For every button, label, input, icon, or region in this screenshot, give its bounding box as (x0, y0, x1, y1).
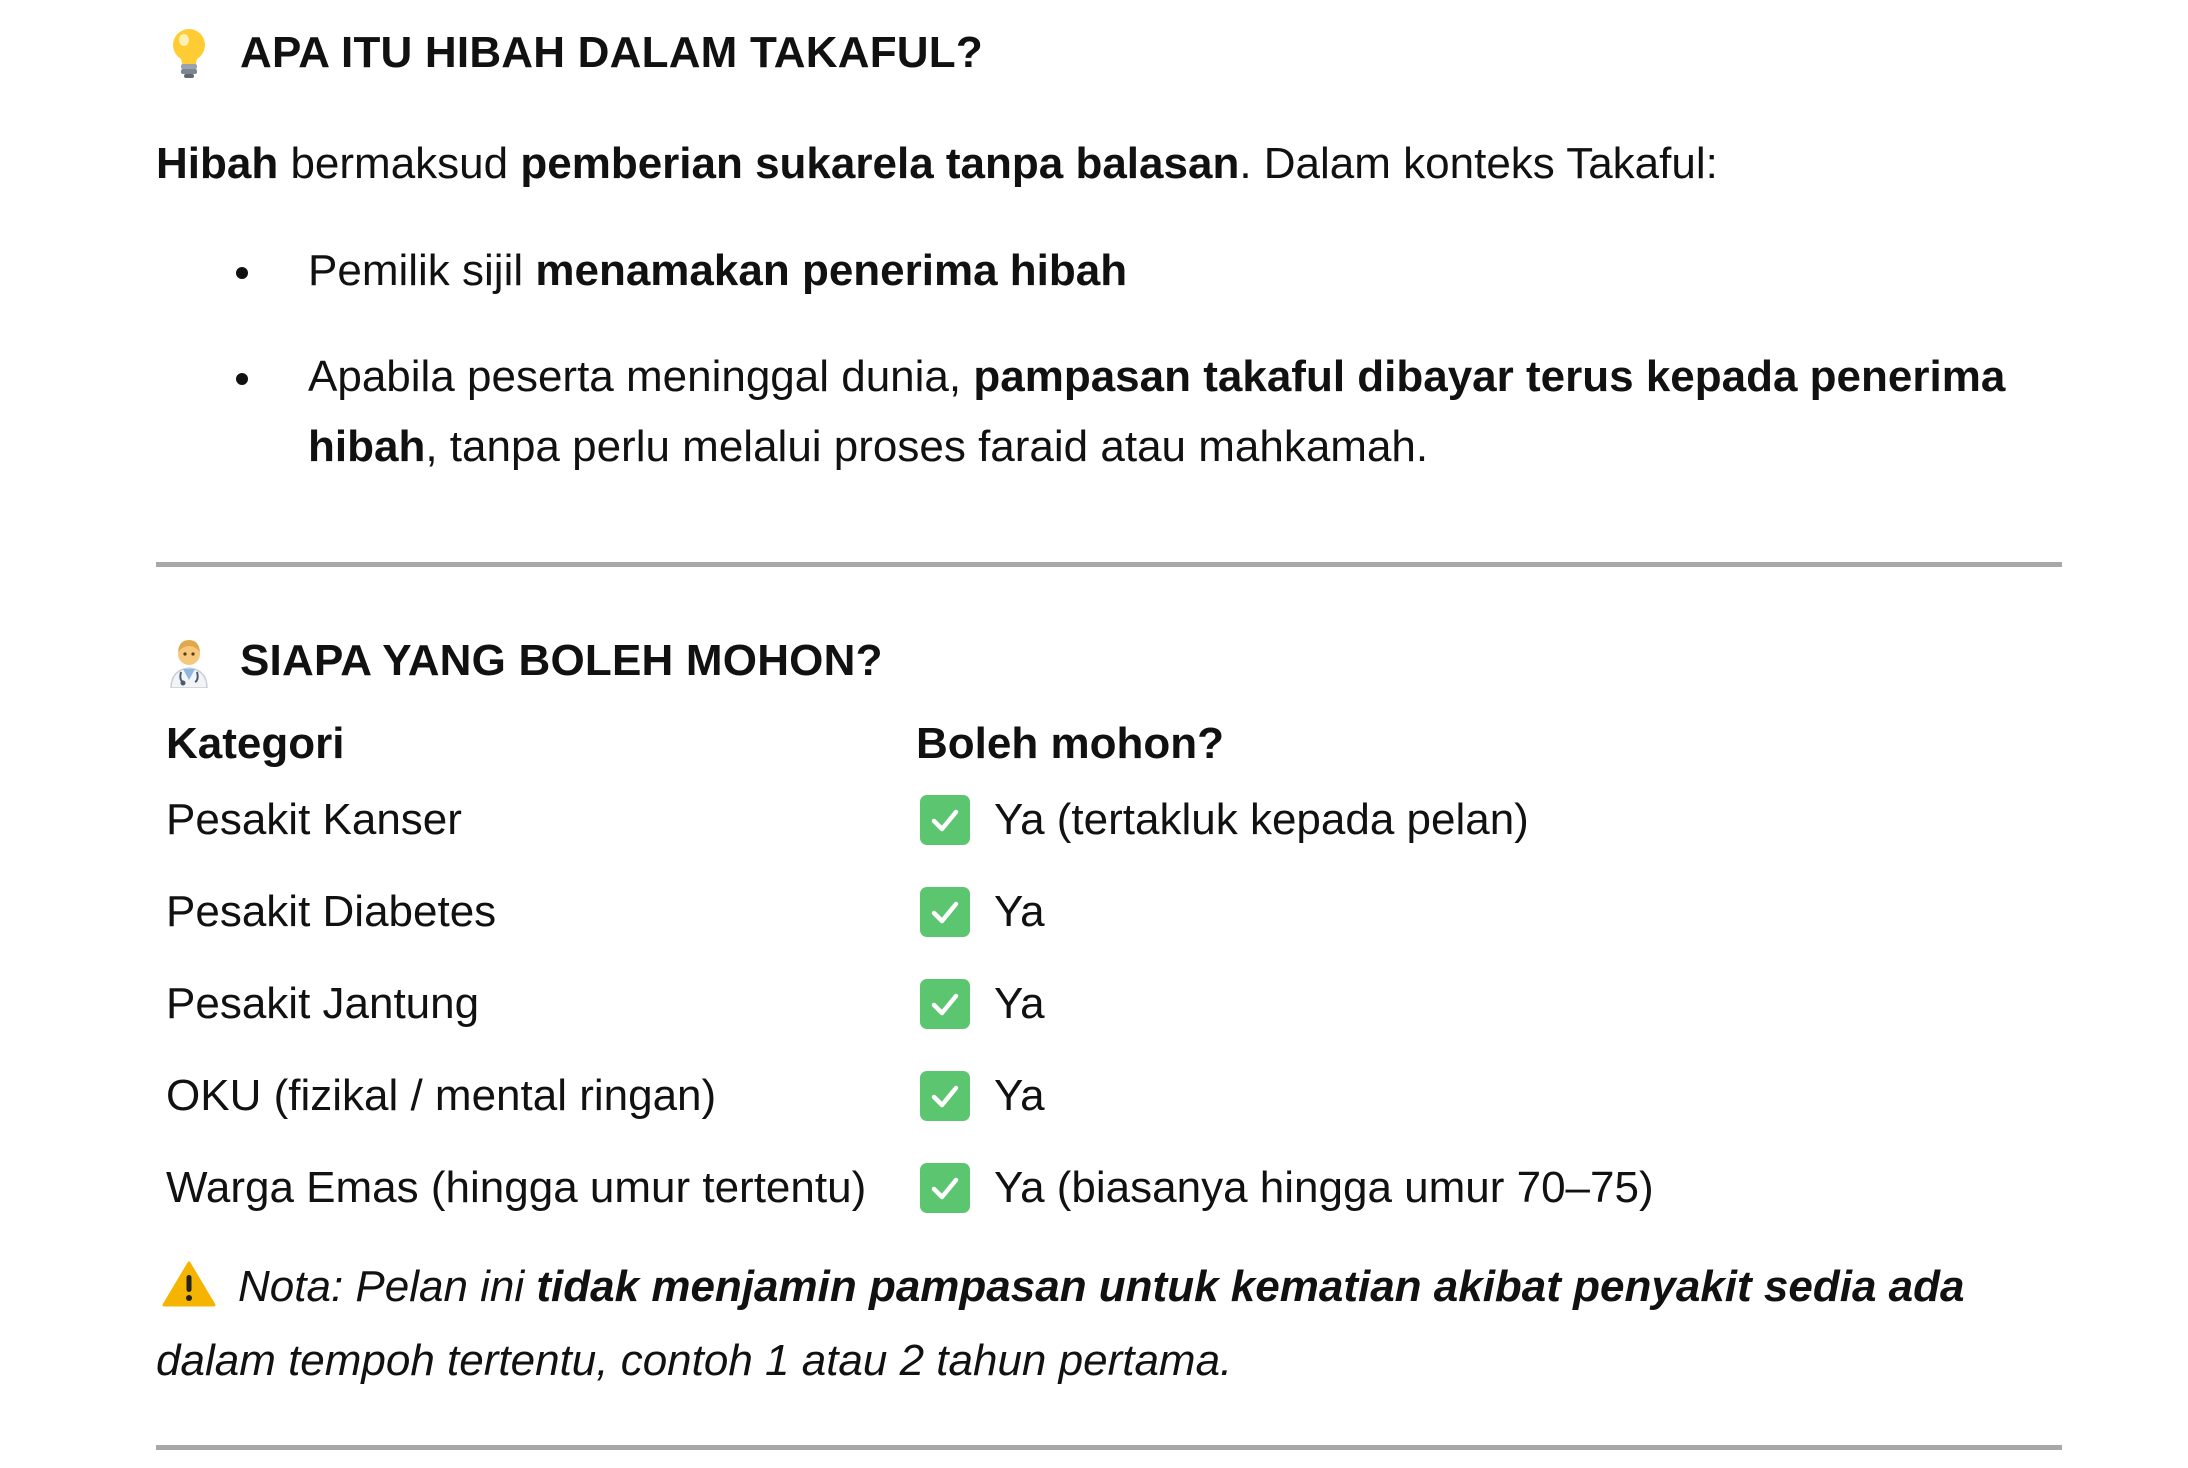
answer-cell (916, 1163, 1654, 1213)
table-row (166, 1142, 2046, 1234)
table-row (166, 866, 2046, 958)
table-row (166, 774, 2046, 866)
answer-text: Ya (biasanya hingga umur 70–75) (994, 1163, 1654, 1212)
term-hibah: Hibah (156, 139, 279, 188)
horizontal-divider (156, 1445, 2062, 1450)
answer-text: Ya (994, 887, 1045, 936)
answer-text: Ya (994, 1071, 1045, 1120)
note-text: Nota: Pelan ini (238, 1262, 537, 1311)
bullet-text: Apabila peserta meninggal dunia, (308, 352, 974, 401)
list-item (156, 236, 2062, 306)
health-worker-icon (162, 634, 216, 688)
category-cell: Pesakit Diabetes (166, 887, 497, 936)
note-bold-text: tidak menjamin pampasan untuk kematian akibat penyakit sedia ada (536, 1262, 1965, 1311)
bullet-bold-text: menamakan penerima hibah (535, 246, 1128, 295)
answer-text: Ya (tertakluk kepada pelan) (994, 795, 1529, 844)
category-cell: Pesakit Jantung (166, 979, 480, 1028)
intro-paragraph (156, 134, 1718, 194)
horizontal-divider (156, 562, 2062, 567)
answer-cell (916, 887, 1045, 937)
bullet-dot (236, 267, 248, 279)
note-text-end: dalam tempoh tertentu, contoh 1 atau 2 tahun pertama. (156, 1336, 1233, 1385)
table-row (166, 1050, 2046, 1142)
table-row (166, 958, 2046, 1050)
category-cell: OKU (fizikal / mental ringan) (166, 1071, 717, 1120)
check-mark-icon (920, 1071, 970, 1121)
category-cell: Warga Emas (hingga umur tertentu) (166, 1163, 867, 1212)
check-mark-icon (920, 979, 970, 1029)
list-item (156, 342, 2062, 482)
note-paragraph (156, 1250, 2062, 1398)
warning-icon (162, 1256, 216, 1302)
light-bulb-icon (162, 26, 216, 80)
bullet-text: Pemilik sijil (308, 246, 536, 295)
check-mark-icon (920, 1163, 970, 1213)
answer-text: Ya (994, 979, 1045, 1028)
bullet-text-end: , tanpa perlu melalui proses faraid atau mahkamah. (425, 422, 1429, 471)
check-mark-icon (920, 795, 970, 845)
answer-cell (916, 979, 1045, 1029)
bullet-list (156, 236, 2062, 482)
table-header-row (166, 714, 2046, 774)
intro-text: bermaksud (278, 139, 521, 188)
section-heading-eligibility (156, 634, 883, 688)
answer-cell (916, 1071, 1045, 1121)
section-title: SIAPA YANG BOLEH MOHON? (240, 636, 883, 685)
column-header-boleh-mohon: Boleh mohon? (916, 719, 1224, 768)
eligibility-table (166, 714, 2046, 1234)
intro-text-end: . Dalam konteks Takaful: (1239, 139, 1718, 188)
section-title: APA ITU HIBAH DALAM TAKAFUL? (240, 28, 983, 77)
category-cell: Pesakit Kanser (166, 795, 462, 844)
check-mark-icon (920, 887, 970, 937)
section-heading-hibah (156, 26, 983, 80)
column-header-kategori: Kategori (166, 719, 345, 768)
bullet-bold-text: pampasan takaful dibayar terus kepada penerima hibah (308, 352, 2006, 471)
intro-bold-phrase: pemberian sukarela tanpa balasan (520, 139, 1240, 188)
bullet-dot (236, 373, 248, 385)
answer-cell (916, 795, 1529, 845)
